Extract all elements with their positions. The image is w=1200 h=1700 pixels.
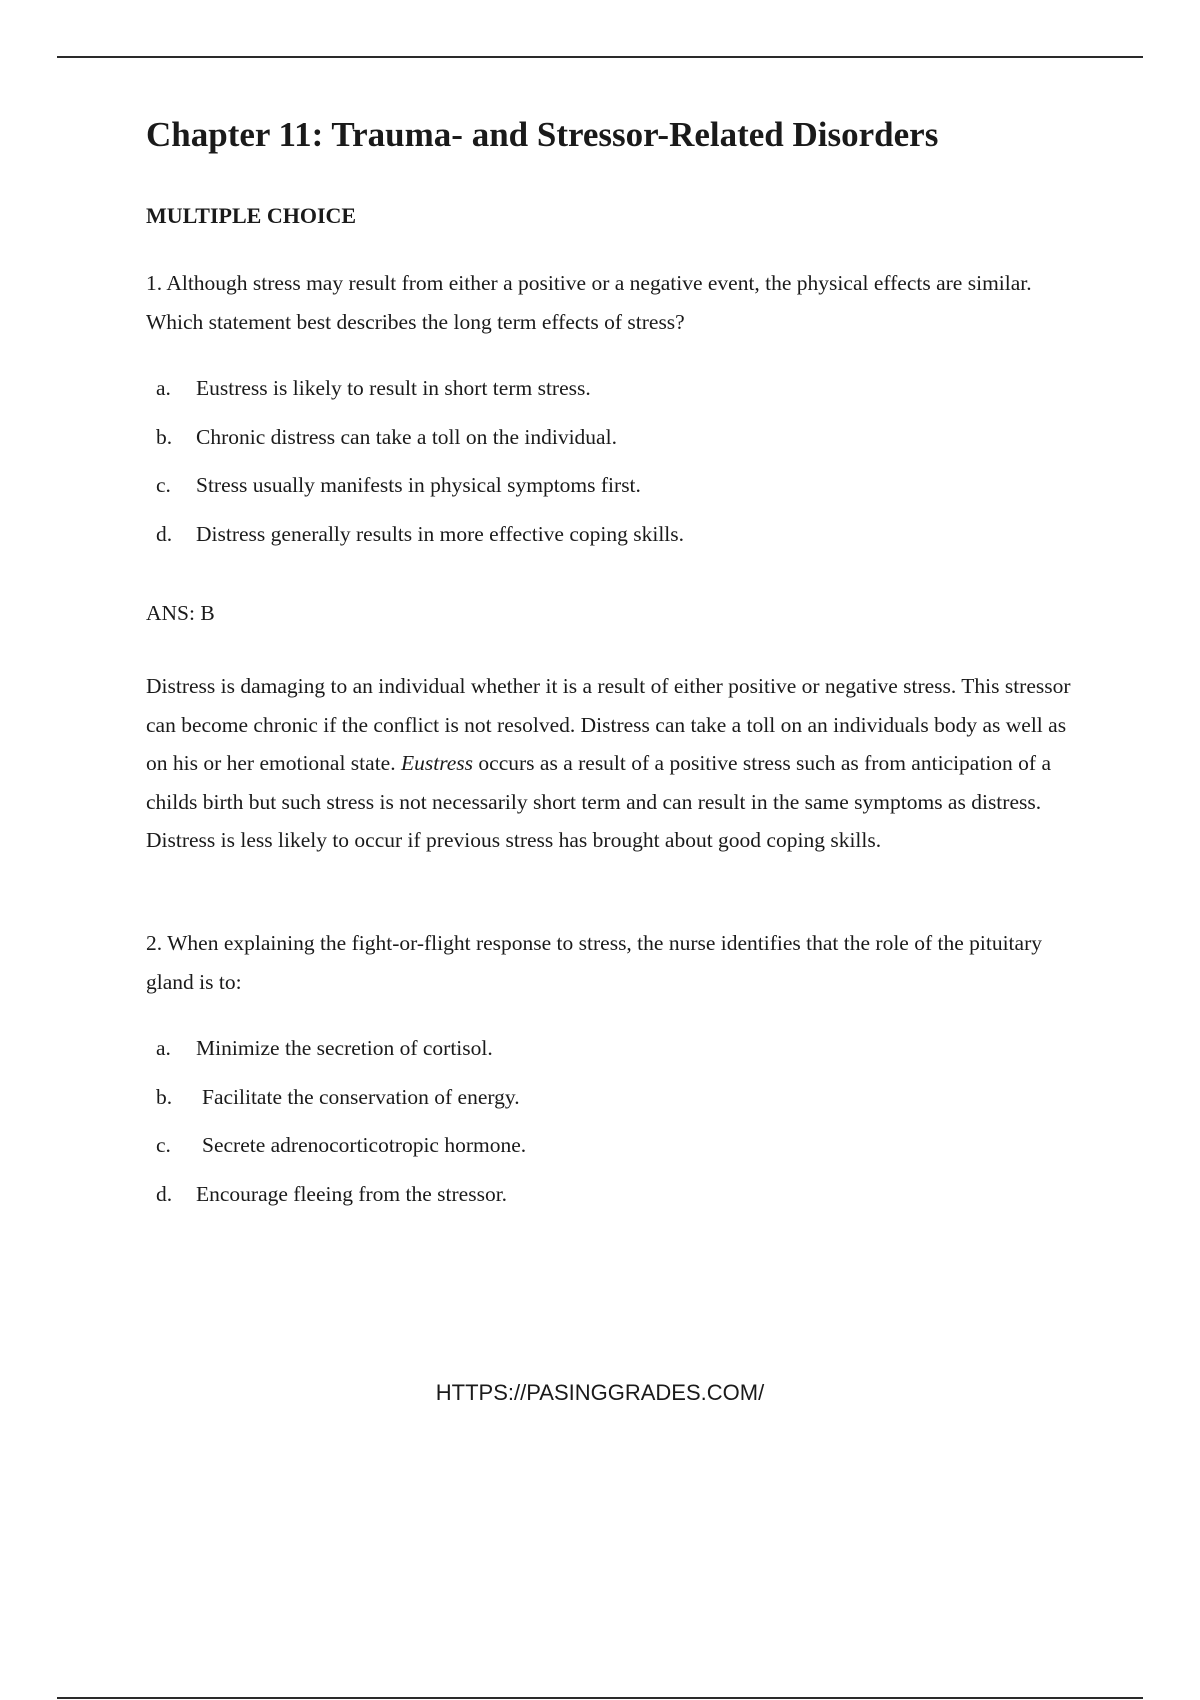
chapter-title: Chapter 11: Trauma- and Stressor-Related Disorders (146, 115, 939, 154)
option-text: Minimize the secretion of cortisol. (196, 1036, 493, 1060)
question-1-option-b (156, 425, 684, 474)
question-1-option-c (156, 473, 684, 522)
option-text: Stress usually manifests in physical symptoms first. (196, 473, 641, 497)
footer-watermark-url: HTTPS://PASINGGRADES.COM/ (435, 1380, 765, 1405)
top-divider (57, 56, 1143, 58)
question-2-stem: 2. When explaining the fight-or-flight response to stress, the nurse identifies that the role of the pituitary gland is to: (146, 931, 1042, 994)
rationale-italic-term: Eustress (400, 751, 474, 775)
option-text: Secrete adrenocorticotropic hormone. (202, 1133, 527, 1157)
question-2-option-c (156, 1133, 526, 1182)
option-letter: d. (156, 521, 173, 546)
question-1-option-a (156, 376, 684, 425)
question-1-rationale (146, 667, 1086, 860)
question-2-options (156, 1036, 526, 1230)
question-1-options (156, 376, 684, 570)
option-letter: a. (156, 1036, 171, 1060)
question-1-answer: ANS: B (146, 601, 215, 625)
question-1-option-d (156, 522, 684, 571)
option-text: Eustress is likely to result in short term stress. (196, 376, 591, 400)
option-letter: b. (156, 1084, 173, 1109)
option-letter: d. (156, 1181, 173, 1206)
option-letter: c. (156, 473, 171, 497)
question-1-stem: 1. Although stress may result from either a positive or a negative event, the physical effects are similar. Which statement best describes the long term effects of stress? (146, 271, 1032, 334)
section-heading: MULTIPLE CHOICE (146, 203, 357, 228)
option-letter: a. (156, 376, 171, 400)
option-letter: b. (156, 424, 173, 449)
option-letter: c. (156, 1133, 171, 1157)
question-2-option-d (156, 1182, 526, 1231)
rationale-text: occurs as a result of a positive stress such as from anticipation of a childs birth but such stress is not necessarily short term and can result in the same symptoms as distress. Distress is less likely to occur if previous stress has brought about good coping skills. (146, 751, 1051, 852)
question-2-option-a (156, 1036, 526, 1085)
option-text: Distress generally results in more effective coping skills. (196, 521, 685, 546)
option-text: Facilitate the conservation of energy. (202, 1084, 520, 1109)
rationale-text: Distress is damaging to an individual whether it is a result of either positive or negative stress. This stressor can become chronic if the conflict is not resolved. Distress can take a toll on an individuals body as well as on his or her emotional state. (146, 674, 1071, 775)
option-text: Encourage fleeing from the stressor. (196, 1181, 508, 1206)
option-text: Chronic distress can take a toll on the individual. (196, 424, 617, 449)
bottom-divider (57, 1697, 1143, 1699)
question-2-option-b (156, 1085, 526, 1134)
